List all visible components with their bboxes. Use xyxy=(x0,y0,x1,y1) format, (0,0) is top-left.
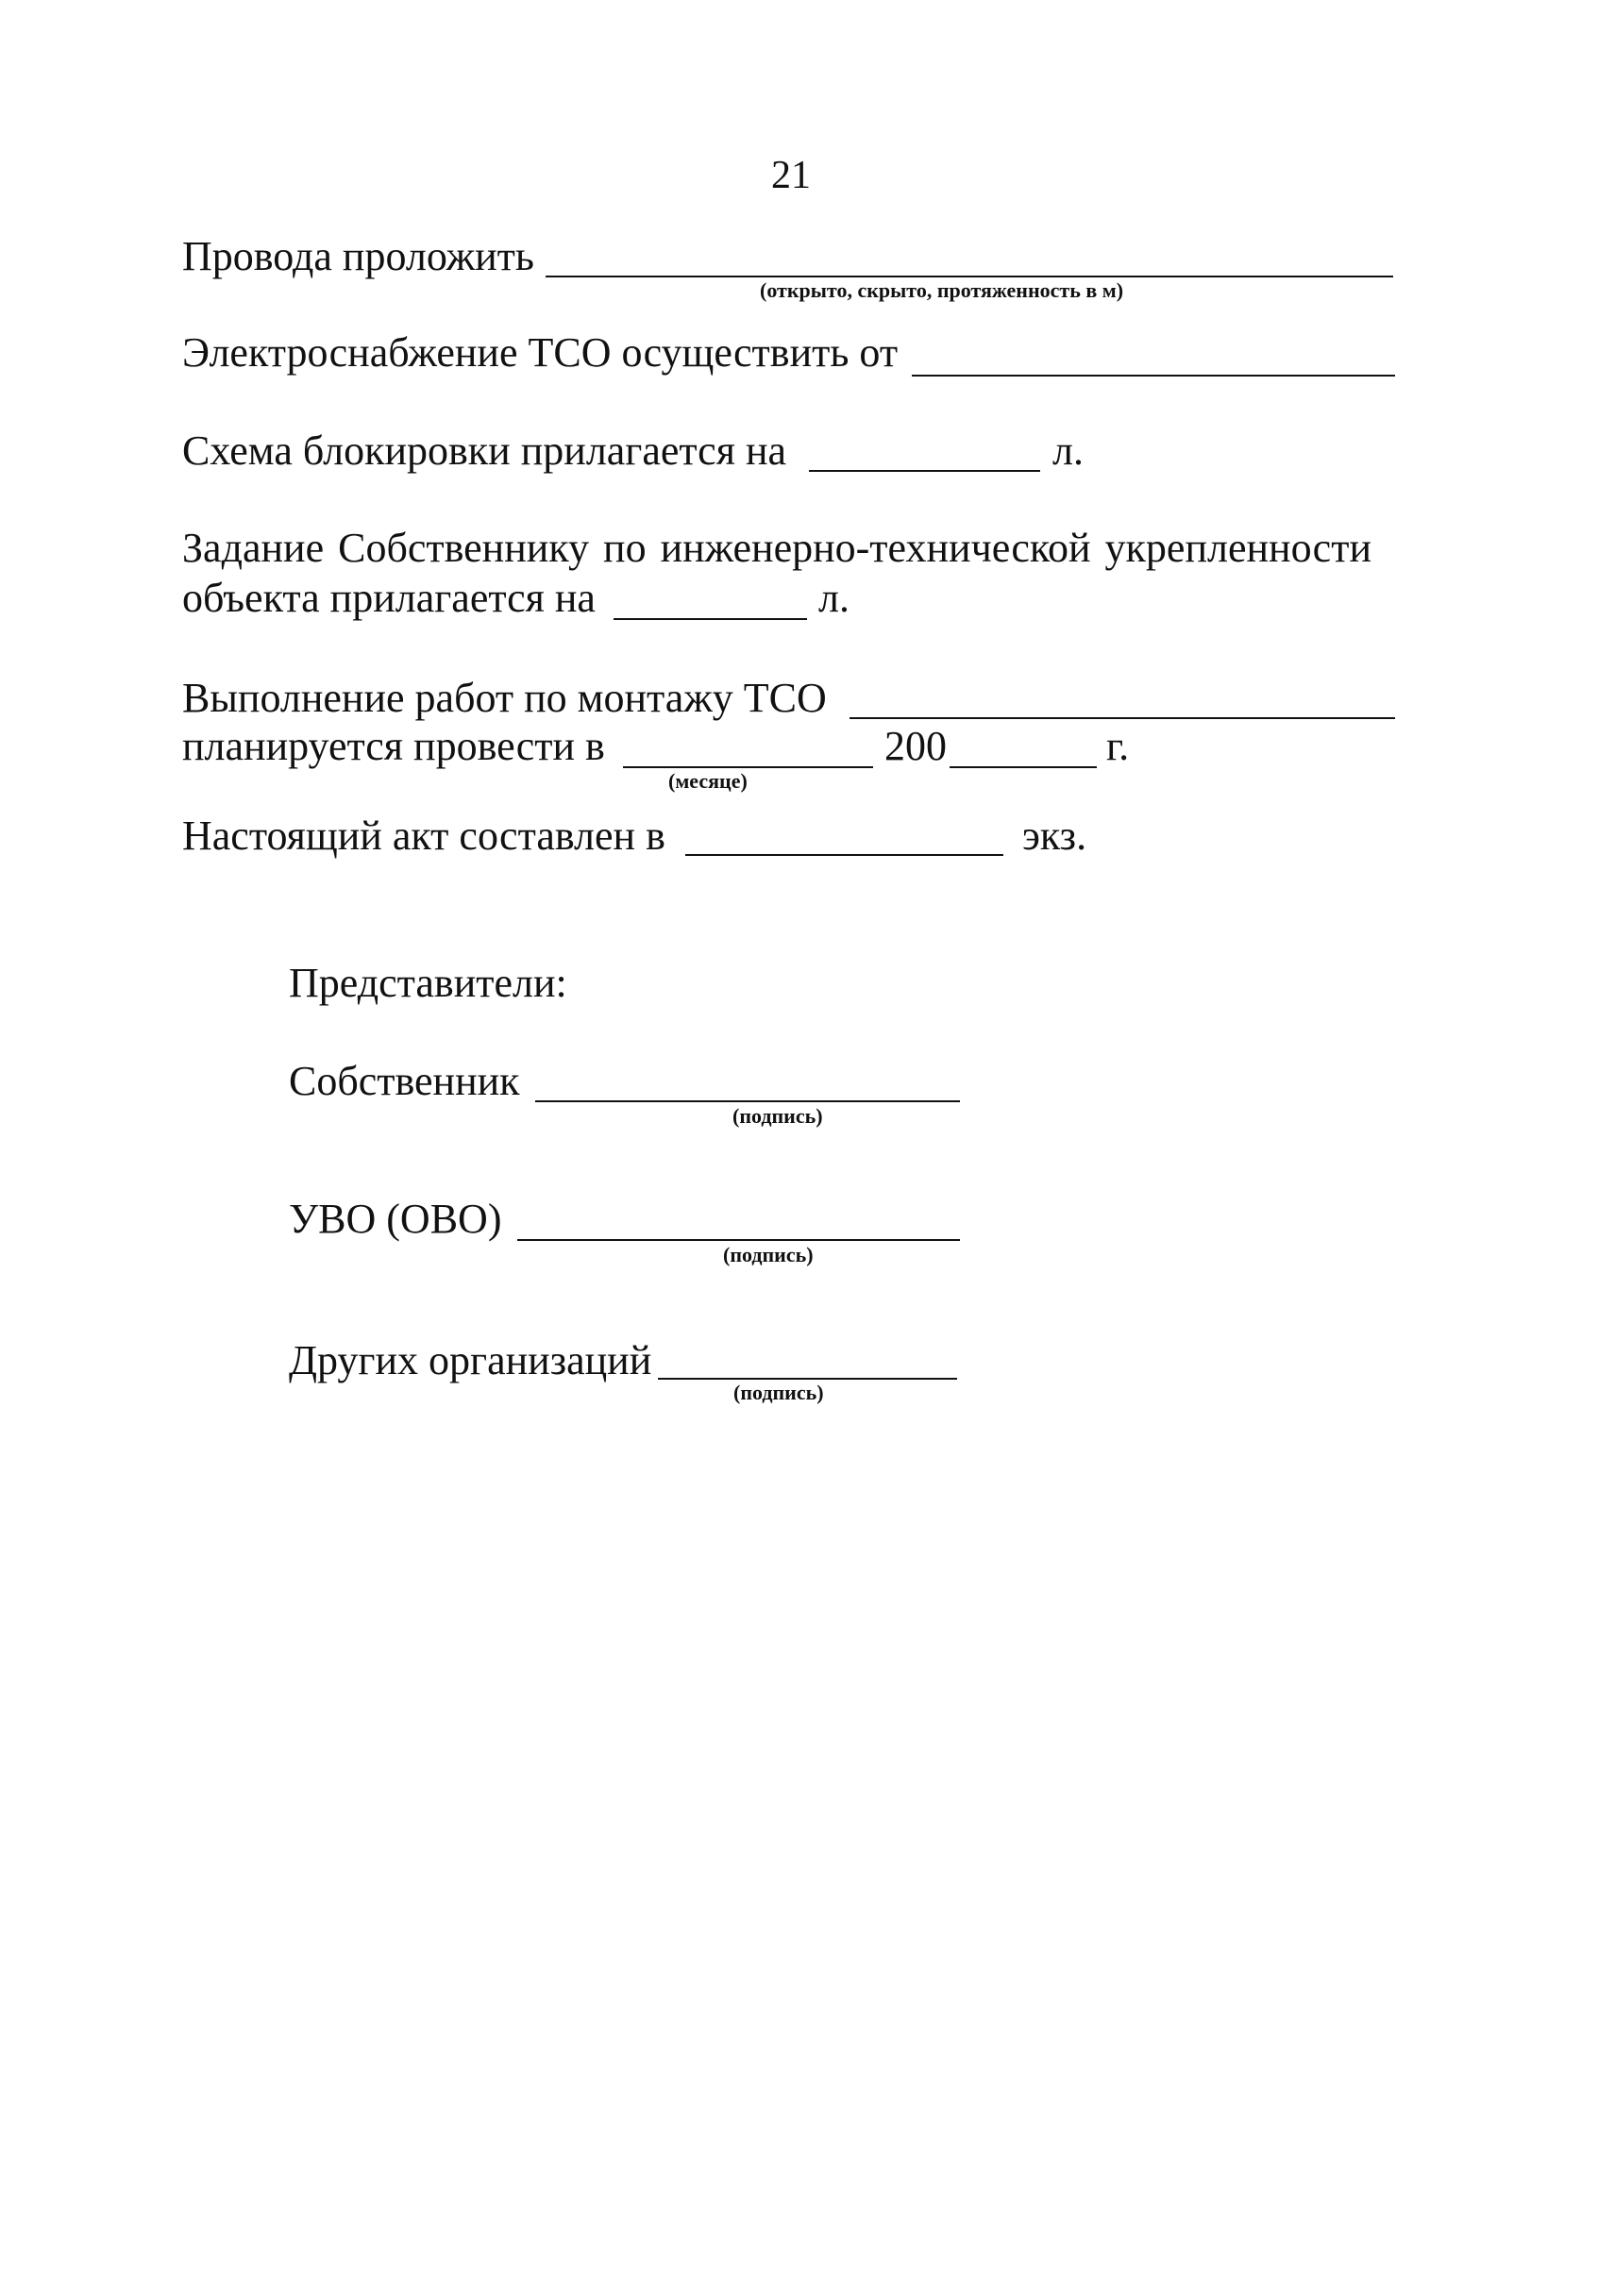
year-field-line[interactable] xyxy=(950,766,1097,768)
lockout-field-line[interactable] xyxy=(809,470,1040,472)
month-field-line[interactable] xyxy=(623,766,873,768)
copies-label: Настоящий акт составлен в xyxy=(182,813,665,859)
uvo-signature-line[interactable] xyxy=(517,1239,960,1241)
power-label: Электроснабжение ТСО осуществить от xyxy=(182,329,899,376)
task-line-2: объекта прилагается на xyxy=(182,575,596,621)
year-suffix: г. xyxy=(1106,723,1130,769)
page-number: 21 xyxy=(771,154,811,197)
task-suffix: л. xyxy=(818,575,850,621)
wires-field-line[interactable] xyxy=(546,276,1393,277)
year-prefix: 200 xyxy=(884,723,947,769)
representatives-heading: Представители: xyxy=(289,960,567,1006)
owner-label: Собственник xyxy=(289,1058,520,1104)
task-field-line[interactable] xyxy=(614,618,807,620)
other-orgs-signature-hint: (подпись) xyxy=(733,1381,824,1404)
other-orgs-label: Других организаций xyxy=(289,1337,652,1383)
other-orgs-signature-line[interactable] xyxy=(658,1378,957,1380)
wires-hint: (открыто, скрыто, протяженность в м) xyxy=(760,278,1124,302)
copies-suffix: экз. xyxy=(1022,813,1087,859)
owner-signature-line[interactable] xyxy=(535,1100,960,1102)
lockout-label: Схема блокировки прилагается на xyxy=(182,427,787,474)
task-line-1: Задание Собственнику по инженерно-технической укрепленности xyxy=(182,525,1371,571)
install-field-line[interactable] xyxy=(850,717,1395,719)
wires-label: Провода проложить xyxy=(182,233,534,279)
uvo-signature-hint: (подпись) xyxy=(723,1243,814,1266)
uvo-label: УВО (ОВО) xyxy=(289,1196,502,1242)
install-label: Выполнение работ по монтажу ТСО xyxy=(182,675,827,721)
month-hint: (месяце) xyxy=(668,769,748,793)
power-field-line[interactable] xyxy=(912,375,1395,377)
lockout-suffix: л. xyxy=(1052,427,1084,474)
copies-field-line[interactable] xyxy=(685,854,1003,856)
owner-signature-hint: (подпись) xyxy=(732,1104,823,1128)
install-plan-label: планируется провести в xyxy=(182,723,605,769)
